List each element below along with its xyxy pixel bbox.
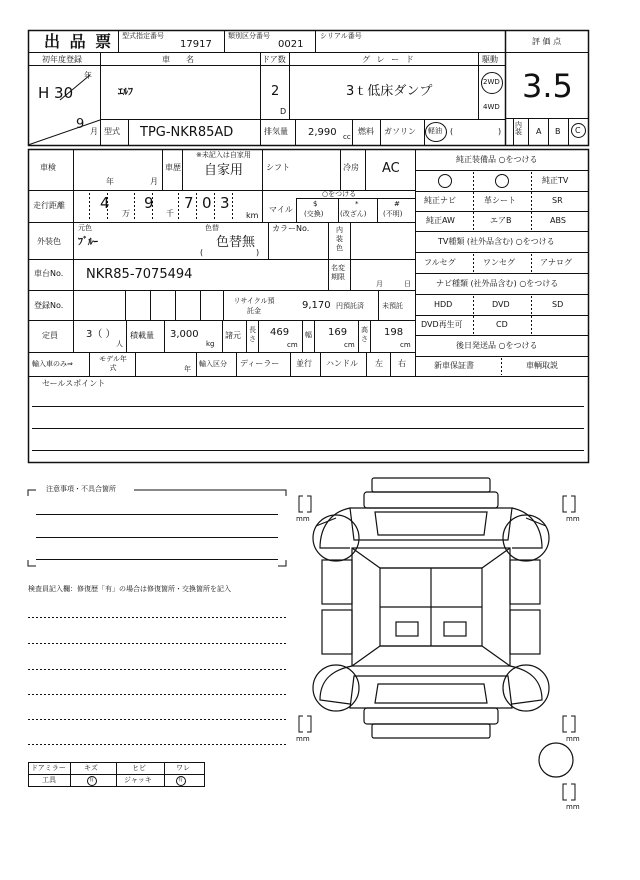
handle-left: 左 [375, 359, 383, 368]
width-value: 169 [328, 327, 348, 338]
model-value: TPG-NKR85AD [140, 125, 234, 140]
model-cert-value: 17917 [180, 39, 212, 50]
color-label: 外装色 [37, 237, 61, 246]
unknown-sym: # [394, 200, 400, 208]
import-label: 輸入車のみ⇒ [32, 360, 73, 368]
dvd-option: DVD [492, 300, 510, 309]
class-label: 類別区分番号 [228, 32, 270, 40]
genuine-tv: 純正TV [542, 176, 569, 185]
legend-jack-has: 有 [178, 777, 184, 783]
score-value: 3.5 [522, 67, 573, 105]
warranty-option: 新車保証書 [434, 361, 474, 370]
tv-type-label: TV種類 (社外品含む) ○をつける [438, 237, 555, 246]
length-label: 長さ [249, 326, 256, 343]
color-swap-value: 色替無 [216, 235, 256, 250]
first-reg-label: 初年度登録 [42, 55, 82, 64]
height-value: 198 [384, 327, 404, 338]
recycle-unpaid: 未預託 [382, 302, 403, 310]
color-value: ﾌﾞﾙｰ [78, 237, 98, 248]
length-value: 469 [270, 327, 290, 338]
capacity-label: 定員 [42, 331, 58, 340]
interior-b: B [555, 127, 561, 136]
score-label: 評 価 点 [532, 37, 562, 46]
navi-type-label: ナビ種類 (社外品含む) ○をつける [436, 279, 559, 288]
dealer-option: ディーラー [240, 359, 280, 368]
shift-label: シフト [266, 163, 290, 172]
hdd-option: HDD [434, 300, 453, 309]
doors-value: 2 [271, 84, 280, 99]
model-label: 型式 [104, 127, 120, 136]
analog-option: アナログ [540, 258, 572, 267]
handle-right: 右 [398, 359, 406, 368]
later-label: 後日発送品 ○をつける [456, 341, 538, 350]
mileage-d5: 3 [220, 194, 230, 212]
legend-tools: 工具 [42, 776, 56, 784]
color-paren-open: ( [200, 248, 204, 257]
mileage-d1: 4 [100, 194, 110, 212]
form-title: 出 品 票 [44, 32, 114, 51]
sr-option: SR [552, 196, 563, 205]
class-value: 0021 [278, 39, 304, 50]
load-unit: kg [206, 340, 215, 348]
sunroof-icon [438, 174, 452, 188]
mileage-label: 走行距離 [33, 201, 65, 210]
mileage-unit: km [246, 211, 259, 220]
genuine-aw: 純正AW [426, 216, 455, 225]
mileage-d3: 7 [184, 194, 194, 212]
serial-label: シリアル番号 [320, 32, 362, 40]
manual-option: 車輌取説 [526, 361, 558, 370]
wheel-icon [495, 174, 509, 188]
color-no-label: カラーNo. [272, 224, 310, 233]
mileage-sen: 千 [166, 209, 174, 218]
history-note: ※未記入は自家用 [196, 151, 251, 159]
fuel-paren-open: ( [450, 127, 454, 136]
interior-a: A [536, 127, 542, 136]
color-paren-close: ) [256, 248, 260, 257]
parallel-option: 並行 [296, 359, 312, 368]
width-unit: cm [344, 341, 355, 349]
year-unit: 年 [84, 71, 92, 80]
first-reg-year: H 30 [38, 84, 74, 102]
fullseg-option: フルセグ [424, 258, 456, 267]
ac-label: 冷房 [343, 163, 359, 172]
tire-unit-rr: mm [566, 735, 580, 743]
odo-mark-note: ○をつける [322, 190, 357, 198]
title-change-month: 月 [376, 280, 383, 288]
mile-label: マイル [269, 205, 293, 214]
fuel-gas: ガソリン [384, 127, 416, 136]
load-label: 積載量 [130, 331, 154, 340]
title-change-label: 名変期限 [331, 264, 345, 281]
load-value: 3,000 [170, 329, 199, 340]
genuine-label: 純正装備品 ○をつける [456, 155, 538, 164]
first-reg-month: 9 [76, 117, 85, 132]
interior-label: 内装 [515, 121, 522, 136]
tire-unit-spare: mm [566, 803, 580, 811]
sales-points-label: セールスポイント [42, 379, 106, 388]
drive-4wd: 4WD [483, 103, 500, 111]
exchange-label: (交換) [304, 210, 324, 218]
legend-door-mirror: ドアミラー [31, 764, 66, 772]
grade-value: 3ｔ低床ダンプ [346, 84, 433, 99]
chassis-label: 車台No. [34, 269, 64, 278]
reg-label: 登録No. [34, 301, 64, 310]
history-value: 自家用 [204, 163, 244, 178]
ac-value: AC [382, 161, 400, 176]
model-year-label: モデル年式 [99, 355, 127, 372]
sd-option: SD [552, 300, 564, 309]
doors-sub: D [280, 107, 287, 116]
chassis-value: NKR85-7075494 [86, 267, 193, 282]
int-color-label: 内装色 [336, 226, 343, 252]
capacity-value: 3（ ） [86, 329, 116, 340]
tire-unit-rl: mm [296, 735, 310, 743]
width-label: 幅 [305, 331, 312, 339]
legend-tools-has: 有 [89, 777, 95, 783]
notes-label: 注意事項・不具合箇所 [46, 485, 116, 493]
title-change-day: 日 [404, 280, 411, 288]
car-name-label: 車 名 [162, 55, 198, 64]
length-unit: cm [287, 341, 298, 349]
doors-label: ドア数 [262, 55, 286, 64]
cd-option: CD [496, 320, 508, 329]
inspector-label: 検査員記入欄：修復歴「有」の場合は修復箇所・交換箇所を記入 [28, 585, 231, 593]
abs-option: ABS [550, 216, 566, 225]
displacement-unit: cc [343, 133, 351, 141]
model-year-unit: 年 [184, 365, 191, 373]
inspection-label: 車検 [40, 163, 56, 172]
fuel-diesel: 軽油 [428, 127, 442, 135]
dvd-play-option: DVD再生可 [421, 320, 463, 329]
color-swap-label: 色替 [205, 224, 219, 232]
fuel-paren-close: ) [498, 127, 502, 136]
interior-c: C [575, 126, 581, 135]
displacement-value: 2,990 [308, 127, 337, 138]
tire-unit-fr: mm [566, 515, 580, 523]
vehicle-diagram [313, 478, 573, 777]
model-cert-label: 型式指定番号 [122, 32, 164, 40]
orig-color-label: 元色 [78, 224, 92, 232]
height-unit: cm [400, 341, 411, 349]
altered-label: (改ざん) [340, 210, 367, 218]
displacement-label: 排気量 [264, 127, 288, 136]
unknown-label: (不明) [383, 210, 403, 218]
genuine-navi: 純正ナビ [424, 196, 456, 205]
legend-crack: ヒビ [132, 764, 146, 772]
oneseg-option: ワンセグ [483, 258, 515, 267]
dims-label: 諸元 [225, 331, 241, 340]
height-label: 高さ [361, 326, 368, 343]
grade-label: グ レ ー ド [362, 55, 416, 64]
inspection-year-unit: 年 [106, 177, 114, 186]
inspection-month-unit: 月 [150, 177, 158, 186]
car-name-value: ｴﾙﾌ [118, 87, 133, 98]
import-type-label: 輸入区分 [199, 360, 227, 368]
legend-break: ワレ [176, 764, 190, 772]
capacity-unit: 人 [116, 340, 123, 348]
fuel-label: 燃料 [358, 127, 374, 136]
tire-unit-fl: mm [296, 515, 310, 523]
airbag-option: エアB [490, 216, 512, 225]
handle-label: ハンドル [326, 359, 358, 368]
legend-scratch: キズ [84, 764, 98, 772]
altered-sym: * [355, 200, 359, 208]
mileage-man: 万 [122, 209, 130, 218]
exchange-sym: $ [313, 200, 318, 208]
mileage-d2: 9 [144, 194, 154, 212]
leather-seat: 革シート [484, 196, 516, 205]
recycle-unit: 円預託済 [336, 302, 364, 310]
recycle-value: 9,170 [302, 300, 331, 311]
drive-2wd: 2WD [483, 78, 500, 86]
history-label: 車歴 [165, 163, 181, 172]
drive-label: 駆動 [482, 55, 498, 64]
month-unit: 月 [90, 127, 98, 136]
mileage-d4: 0 [202, 194, 212, 212]
legend-jack: ジャッキ [124, 776, 152, 784]
recycle-label: リサイクル預託金 [233, 297, 275, 315]
